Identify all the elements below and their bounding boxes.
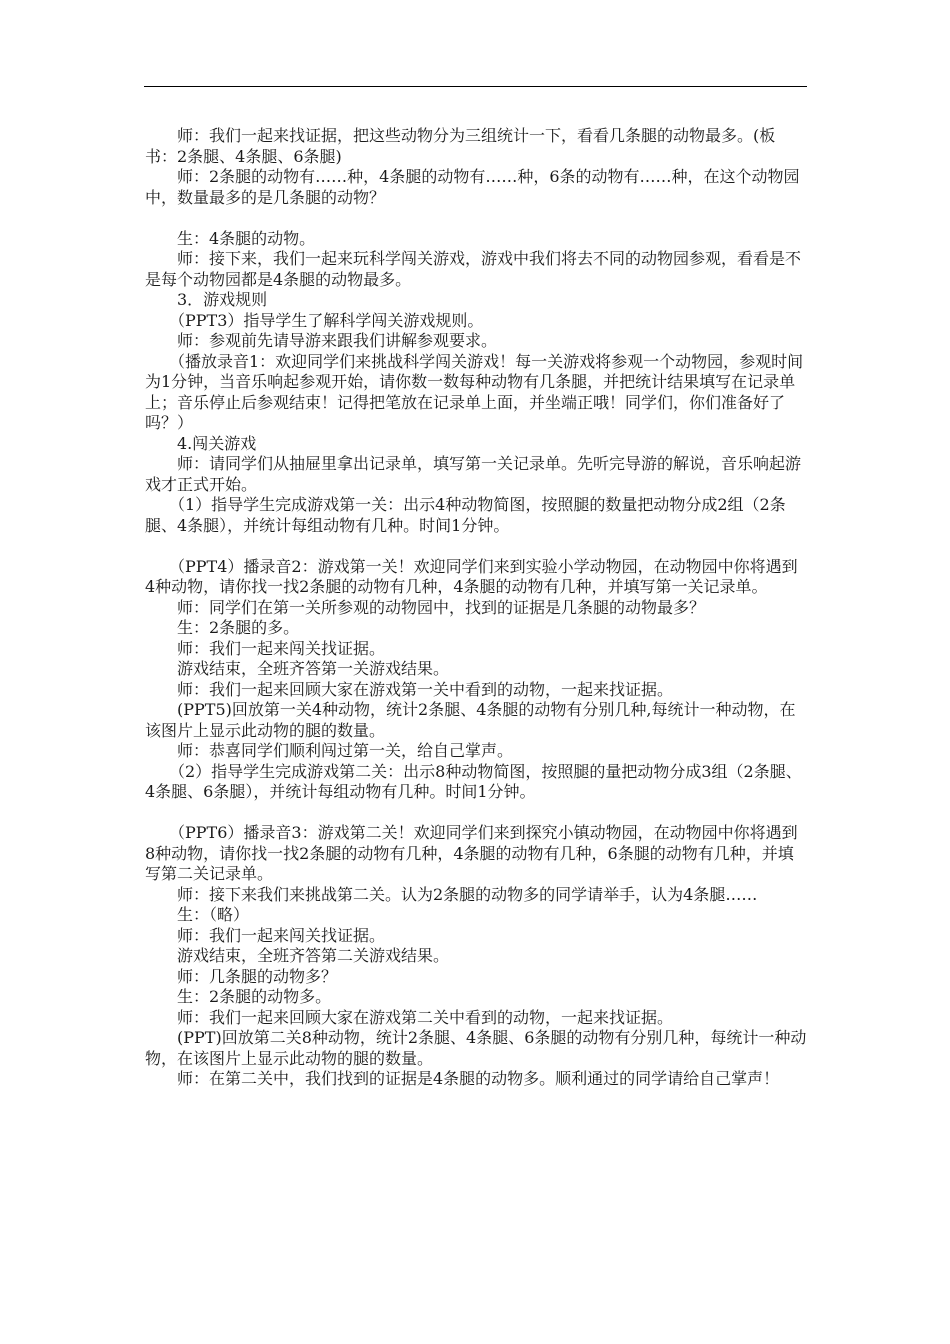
paragraph: 生：4条腿的动物。 xyxy=(177,228,316,248)
paragraph: （PPT6）播录音3：游戏第二关！欢迎同学们来到探究小镇动物园，在动物园中你将遇到8种动物，请你找一找2条腿的动物有几种，4条腿的动物有几种，6条腿的动物有几种，并填写第二关记录单。 xyxy=(145,823,798,883)
paragraph: （2）指导学生完成游戏第二关：出示8种动物简图，按照腿的量把动物分成3组（2条腿、4条腿、6条腿），并统计每组动物有几种。时间1分钟。 xyxy=(145,761,802,801)
paragraph: （PPT4）播录音2：游戏第一关！欢迎同学们来到实验小学动物园，在动物园中你将遇到4种动物，请你找一找2条腿的动物有几种，4条腿的动物有几种，并填写第一关记录单。 xyxy=(145,556,798,596)
paragraph: (PPT5)回放第一关4种动物，统计2条腿、4条腿的动物有分别几种,每统计一种动物，在该图片上显示此动物的腿的数量。 xyxy=(145,700,796,740)
paragraph: 师：在第二关中，我们找到的证据是4条腿的动物多。顺利通过的同学请给自己掌声！ xyxy=(177,1069,780,1088)
paragraph: 生：2条腿的多。 xyxy=(177,618,300,637)
paragraph: 师：接下来我们来挑战第二关。认为2条腿的动物多的同学请举手，认为4条腿…… xyxy=(177,884,758,904)
paragraph: 师：我们一起来回顾大家在游戏第二关中看到的动物，一起来找证据。 xyxy=(177,1007,674,1027)
blank-line xyxy=(145,536,807,557)
paragraph: （1）指导学生完成游戏第一关：出示4种动物简图，按照腿的数量把动物分成2组（2条腿、4条腿），并统计每组动物有几种。时间1分钟。 xyxy=(145,495,786,535)
paragraph: 师：接下来，我们一起来玩科学闯关游戏，游戏中我们将去不同的动物园参观，看看是不是每个动物园都是4条腿的动物最多。 xyxy=(145,249,802,289)
paragraph: 师：几条腿的动物多？ xyxy=(177,966,338,986)
paragraph: 师：同学们在第一关所参观的动物园中，找到的证据是几条腿的动物最多？ xyxy=(177,597,706,617)
blank-line xyxy=(145,208,807,229)
paragraph: 生：（略） xyxy=(177,905,250,924)
paragraph: （播放录音1：欢迎同学们来挑战科学闯关游戏！每一关游戏将参观一个动物园，参观时间为1分钟，当音乐响起参观开始，请你数一数每种动物有几条腿，并把统计结果填写在记录单上；音乐停止后参观结束！记得把笔放在记录单上面，并坐端正哦！同学们，你们准备好了吗？） xyxy=(145,351,804,432)
paragraph: 师：恭喜同学们顺利闯过第一关，给自己掌声。 xyxy=(177,741,514,760)
header-rule xyxy=(144,86,807,87)
paragraph: （PPT3）指导学生了解科学闯关游戏规则。 xyxy=(169,310,484,330)
section-heading: 3．游戏规则 xyxy=(177,290,268,309)
paragraph: (PPT)回放第二关8种动物，统计2条腿、4条腿、6条腿的动物有分别几种，每统计一种动物，在该图片上显示此动物的腿的数量。 xyxy=(145,1028,807,1068)
section-heading: 4.闯关游戏 xyxy=(177,433,257,453)
paragraph: 师：2条腿的动物有……种，4条腿的动物有……种，6条的动物有……种，在这个动物园中，数量最多的是几条腿的动物？ xyxy=(145,167,800,207)
paragraph: 生：2条腿的动物多。 xyxy=(177,987,332,1006)
paragraph: 师：我们一起来闯关找证据。 xyxy=(177,925,386,945)
document-body xyxy=(145,126,807,1090)
paragraph: 游戏结束，全班齐答第一关游戏结果。 xyxy=(177,659,450,678)
paragraph: 游戏结束，全班齐答第二关游戏结果。 xyxy=(177,946,450,965)
blank-line xyxy=(145,803,807,824)
paragraph: 师：参观前先请导游来跟我们讲解参观要求。 xyxy=(177,331,498,350)
paragraph: 师：我们一起来找证据，把这些动物分为三组统计一下，看看几条腿的动物最多。(板书：2条腿、4条腿、6条腿) xyxy=(145,126,776,166)
paragraph: 师：请同学们从抽屉里拿出记录单，填写第一关记录单。先听完导游的解说，音乐响起游戏才正式开始。 xyxy=(145,454,802,494)
paragraph: 师：我们一起来闯关找证据。 xyxy=(177,638,386,658)
paragraph: 师：我们一起来回顾大家在游戏第一关中看到的动物，一起来找证据。 xyxy=(177,679,674,699)
